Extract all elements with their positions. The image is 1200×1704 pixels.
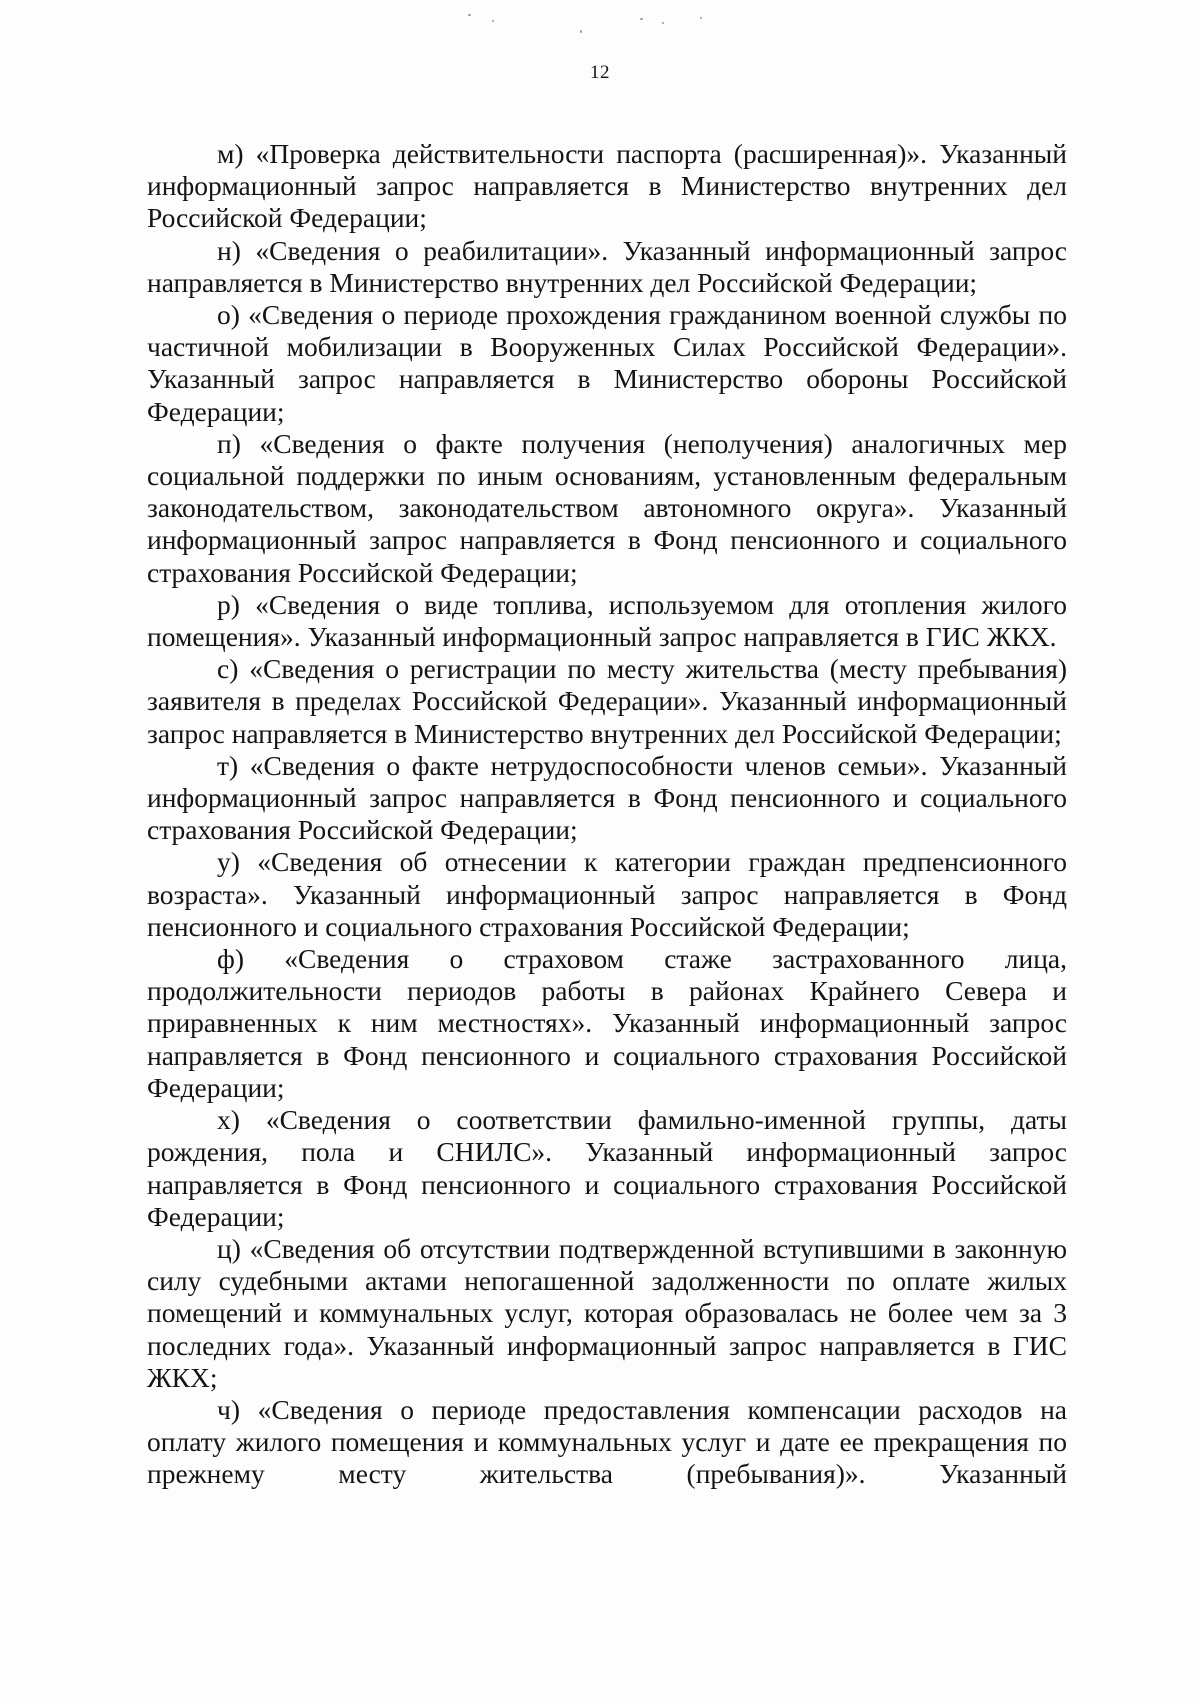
paragraph-f: ф) «Сведения о страховом стаже застрахованного лица, продолжительности периодов работы в районах Крайнего Севера и приравненных к ним местностях». Указанный информационный запрос направляется в Фонд пенсионного и социального страхования Российской Федерации; xyxy=(147,943,1067,1103)
paragraph-p: п) «Сведения о факте получения (неполучения) аналогичных мер социальной поддержки по иным основаниям, установленным федеральным законодательством, законодательством автономного округа». Указанный информационный запрос направляется в Фонд пенсионного и социального страхования Российской Федерации; xyxy=(147,427,1067,588)
document-body xyxy=(147,138,1067,1491)
paragraph-s: с) «Сведения о регистрации по месту жительства (месту пребывания) заявителя в пределах Российской Федерации». Указанный информационный запрос направляется в Министерство внутренних дел Российской Федерации; xyxy=(147,653,1067,749)
paragraph-u: у) «Сведения об отнесении к категории граждан предпенсионного возраста». Указанный информационный запрос направляется в Фонд пенсионного и социального страхования Российской Федерации; xyxy=(147,846,1067,942)
paragraph-r: р) «Сведения о виде топлива, используемом для отопления жилого помещения». Указанный информационный запрос направляется в ГИС ЖКХ. xyxy=(147,588,1067,653)
paragraph-ch: ч) «Сведения о периоде предоставления компенсации расходов на оплату жилого помещения и коммунальных услуг и дате ее прекращения по прежнему месту жительства (пребывания)». Указанный xyxy=(147,1393,1067,1490)
scan-speck xyxy=(468,14,471,16)
scan-speck xyxy=(700,17,702,19)
scan-speck xyxy=(662,22,664,24)
scan-speck xyxy=(580,30,582,33)
scan-speck xyxy=(640,18,643,20)
paragraph-t: т) «Сведения о факте нетрудоспособности членов семьи». Указанный информационный запрос направляется в Фонд пенсионного и социального страхования Российской Федерации; xyxy=(147,749,1067,846)
paragraph-m: м) «Проверка действительности паспорта (расширенная)». Указанный информационный запрос направляется в Министерство внутренних дел Российской Федерации; xyxy=(147,138,1067,234)
page-number: 12 xyxy=(590,62,610,83)
paragraph-ts: ц) «Сведения об отсутствии подтвержденной вступившими в законную силу судебными актами непогашенной задолженности по оплате жилых помещений и коммунальных услуг, которая образовалась не более чем за 3 последних года». Указанный информационный запрос направляется в ГИС ЖКХ; xyxy=(147,1232,1067,1393)
paragraph-o: о) «Сведения о периоде прохождения гражданином военной службы по частичной мобилизации в Вооруженных Силах Российской Федерации». Указанный запрос направляется в Министерство обороны Российской Федерации; xyxy=(147,299,1067,427)
paragraph-n: н) «Сведения о реабилитации». Указанный информационный запрос направляется в Министерство внутренних дел Российской Федерации; xyxy=(147,234,1067,298)
paragraph-kh: х) «Сведения о соответствии фамильно-именной группы, даты рождения, пола и СНИЛС». Указанный информационный запрос направляется в Фонд пенсионного и социального страхования Российской Федерации; xyxy=(147,1104,1067,1232)
scan-speck xyxy=(492,20,494,22)
